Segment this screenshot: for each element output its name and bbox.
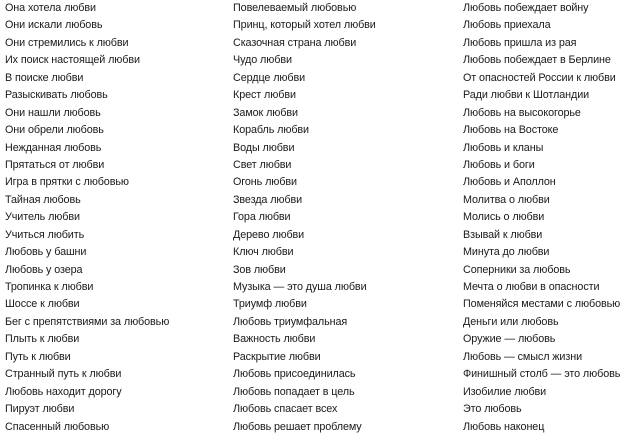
list-item: Любовь у башни	[5, 246, 87, 259]
list-item: Учитель любви	[5, 211, 80, 224]
list-item: Молитва о любви	[463, 193, 550, 206]
list-item: Принц, который хотел любви	[233, 19, 376, 32]
list-item: Любовь наконец	[463, 420, 545, 433]
list-item: Любовь у озера	[5, 263, 83, 276]
list-item: Они искали любовь	[5, 19, 103, 32]
list-item: Любовь и Аполлон	[463, 176, 556, 189]
list-item: Музыка — это душа любви	[233, 281, 367, 293]
list-item: Тропинка к любви	[5, 281, 94, 293]
title-column-middle	[233, 0, 457, 436]
list-item: Бег с препятствиями за любовью	[5, 315, 170, 328]
list-item: Путь к любви	[5, 350, 71, 363]
list-item: Дерево любви	[233, 228, 305, 241]
list-item: Чудо любви	[233, 54, 292, 67]
list-item: Ключ любви	[233, 246, 294, 259]
list-item: Разыскивать любовь	[5, 89, 108, 102]
list-item: Любовь побеждает в Берлине	[463, 54, 611, 67]
list-item: Повелеваемый любовью	[233, 2, 357, 14]
list-item: Воды любви	[233, 141, 295, 154]
list-item: Любовь на высокогорье	[463, 106, 581, 119]
list-item: От опасностей России к любви	[463, 71, 616, 84]
list-item: Сказочная страна любви	[233, 36, 357, 49]
list-item: Сердце любви	[233, 71, 306, 84]
list-item: Их поиск настоящей любви	[5, 54, 140, 67]
list-item: Важность любви	[233, 333, 316, 346]
title-column-right	[463, 0, 620, 436]
list-item: Триумф любви	[233, 298, 307, 311]
list-item: Ради любви к Шотландии	[463, 89, 590, 102]
list-item: Любовь спасает всех	[233, 403, 338, 416]
list-item: Любовь присоединилась	[233, 368, 356, 381]
list-item: Мечта о любви в опасности	[463, 281, 600, 293]
list-item: Любовь — смысл жизни	[463, 350, 583, 363]
list-item: Оружие — любовь	[463, 333, 556, 346]
list-item: Звезда любви	[233, 193, 303, 206]
list-item: Это любовь	[463, 403, 522, 416]
list-item: Свет любви	[233, 158, 292, 171]
list-item: Шоссе к любви	[5, 298, 80, 311]
list-item: Любовь приехала	[463, 19, 551, 32]
list-item: Молись о любви	[463, 211, 545, 224]
list-item: Игра в прятки с любовью	[5, 176, 129, 189]
list-item: Любовь пришла из рая	[463, 36, 577, 49]
list-item: Прятаться от любви	[5, 158, 105, 171]
list-item: Корабль любви	[233, 124, 309, 137]
list-item: Странный путь к любви	[5, 368, 122, 381]
list-item: Пируэт любви	[5, 403, 75, 416]
list-item: Минута до любви	[463, 246, 550, 259]
list-item: Любовь решает проблему	[233, 420, 362, 433]
list-item: Любовь и боги	[463, 158, 535, 171]
list-item: Любовь и кланы	[463, 141, 544, 154]
list-item: Крест любви	[233, 89, 296, 102]
list-item: Она хотела любви	[5, 2, 96, 14]
list-item: Соперники за любовь	[463, 263, 571, 276]
title-column-left	[5, 0, 225, 436]
list-item: Поменяйся местами с любовью	[463, 298, 620, 311]
list-item: Учиться любить	[5, 228, 85, 241]
list-item: Плыть к любви	[5, 333, 80, 346]
list-item: Любовь попадает в цель	[233, 385, 355, 398]
list-item: Изобилие любви	[463, 385, 547, 398]
list-item: Любовь на Востоке	[463, 124, 559, 137]
list-item: В поиске любви	[5, 71, 84, 84]
list-item: Тайная любовь	[5, 193, 81, 206]
list-item: Спасенный любовью	[5, 420, 110, 433]
list-item: Любовь побеждает войну	[463, 2, 589, 14]
list-item: Любовь триумфальная	[233, 315, 348, 328]
list-item: Они стремились к любви	[5, 36, 129, 49]
list-item: Финишный столб — это любовь	[463, 368, 620, 381]
list-item: Любовь находит дорогу	[5, 385, 122, 398]
list-item: Деньги или любовь	[463, 315, 559, 328]
list-item: Зов любви	[233, 263, 286, 276]
list-item: Огонь любви	[233, 176, 297, 189]
list-item: Взывай к любви	[463, 228, 543, 241]
list-item: Замок любви	[233, 106, 298, 119]
list-item: Нежданная любовь	[5, 141, 102, 154]
list-item: Они обрели любовь	[5, 124, 104, 137]
list-item: Гора любви	[233, 211, 291, 224]
list-item: Они нашли любовь	[5, 106, 101, 119]
list-item: Раскрытие любви	[233, 350, 321, 363]
